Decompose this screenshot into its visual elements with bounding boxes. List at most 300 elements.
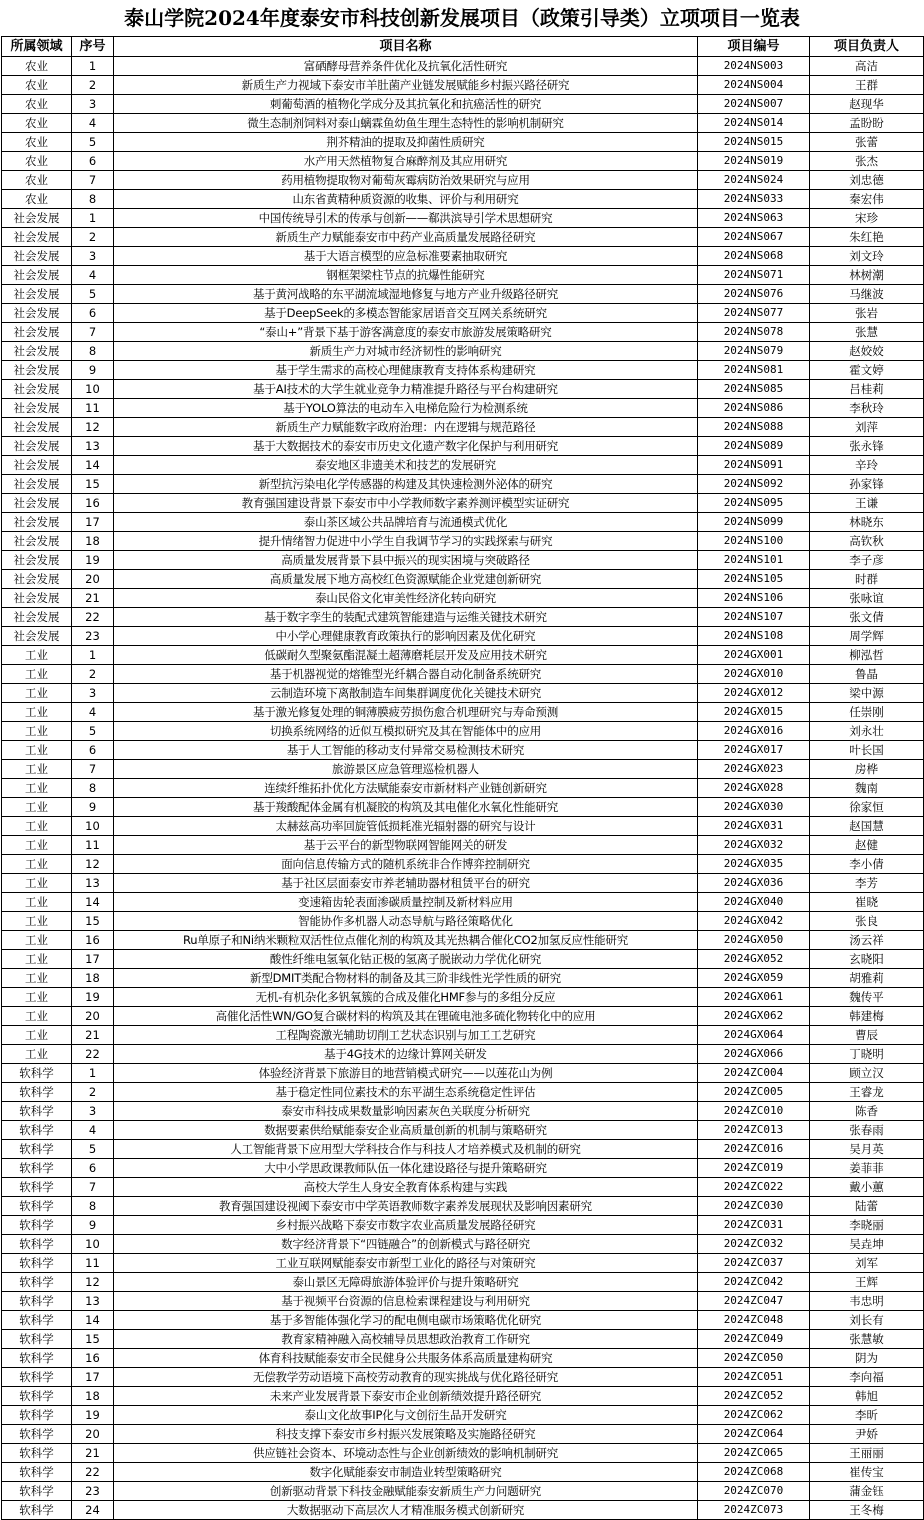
table-row <box>2 969 924 988</box>
cell-leader: 王睿龙 <box>810 1083 924 1102</box>
table-row <box>2 76 924 95</box>
cell-field: 软科学 <box>2 1425 72 1444</box>
cell-field: 社会发展 <box>2 437 72 456</box>
cell-field: 软科学 <box>2 1140 72 1159</box>
cell-leader: 李向福 <box>810 1368 924 1387</box>
cell-leader: 吕桂莉 <box>810 380 924 399</box>
cell-leader: 刘萍 <box>810 418 924 437</box>
cell-field: 社会发展 <box>2 513 72 532</box>
cell-index: 14 <box>72 893 114 912</box>
cell-field: 软科学 <box>2 1083 72 1102</box>
cell-index: 7 <box>72 760 114 779</box>
cell-leader: 高洁 <box>810 57 924 76</box>
cell-project-code: 2024ZC065 <box>698 1444 810 1463</box>
cell-leader: 鲁晶 <box>810 665 924 684</box>
cell-index: 11 <box>72 399 114 418</box>
cell-project-name: 泰山景区无障碍旅游体验评价与提升策略研究 <box>114 1273 698 1292</box>
cell-leader: 李子彦 <box>810 551 924 570</box>
cell-project-name: 旅游景区应急管理巡检机器人 <box>114 760 698 779</box>
cell-index: 13 <box>72 1292 114 1311</box>
cell-project-name: 基于AI技术的大学生就业竞争力精准提升路径与平台构建研究 <box>114 380 698 399</box>
cell-index: 15 <box>72 475 114 494</box>
table-row <box>2 152 924 171</box>
header-field: 所属领域 <box>2 37 72 57</box>
cell-index: 4 <box>72 114 114 133</box>
cell-index: 16 <box>72 931 114 950</box>
table-row <box>2 1406 924 1425</box>
cell-project-code: 2024NS089 <box>698 437 810 456</box>
cell-field: 社会发展 <box>2 589 72 608</box>
cell-project-name: 基于人工智能的移动支付异常交易检测技术研究 <box>114 741 698 760</box>
cell-index: 4 <box>72 266 114 285</box>
cell-project-code: 2024NS100 <box>698 532 810 551</box>
cell-project-code: 2024ZC031 <box>698 1216 810 1235</box>
cell-project-code: 2024NS105 <box>698 570 810 589</box>
cell-index: 21 <box>72 1026 114 1045</box>
cell-project-name: 基于学生需求的高校心理健康教育支持体系构建研究 <box>114 361 698 380</box>
cell-project-name: 教育强国建设视阈下泰安市中学英语教师数字素养发展现状及影响因素研究 <box>114 1197 698 1216</box>
cell-project-code: 2024GX050 <box>698 931 810 950</box>
cell-project-name: 数字经济背景下“四链融合”的创新模式与路径研究 <box>114 1235 698 1254</box>
cell-project-code: 2024ZC062 <box>698 1406 810 1425</box>
cell-project-name: 泰山茶区域公共品牌培育与流通模式优化 <box>114 513 698 532</box>
cell-field: 软科学 <box>2 1387 72 1406</box>
cell-field: 社会发展 <box>2 608 72 627</box>
cell-project-name: 新质生产力赋能数字政府治理：内在逻辑与规范路径 <box>114 418 698 437</box>
cell-project-name: 基于云平台的新型物联网智能网关的研发 <box>114 836 698 855</box>
table-row <box>2 247 924 266</box>
cell-leader: 蒲金钰 <box>810 1482 924 1501</box>
cell-leader: 梁中源 <box>810 684 924 703</box>
cell-index: 9 <box>72 1216 114 1235</box>
cell-leader: 叶长国 <box>810 741 924 760</box>
cell-project-name: 高校大学生人身安全教育体系构建与实践 <box>114 1178 698 1197</box>
table-row <box>2 1330 924 1349</box>
table-header-row <box>2 37 924 57</box>
cell-project-name: 教育家精神融入高校辅导员思想政治教育工作研究 <box>114 1330 698 1349</box>
table-row <box>2 380 924 399</box>
cell-project-code: 2024NS077 <box>698 304 810 323</box>
cell-project-name: 切换系统网络的近似互模拟研究及其在智能体中的应用 <box>114 722 698 741</box>
cell-project-name: “泰山+”背景下基于游客满意度的泰安市旅游发展策略研究 <box>114 323 698 342</box>
cell-project-code: 2024NS095 <box>698 494 810 513</box>
cell-index: 9 <box>72 361 114 380</box>
cell-index: 17 <box>72 513 114 532</box>
cell-project-name: 新质生产力赋能泰安市中药产业高质量发展路径研究 <box>114 228 698 247</box>
cell-field: 农业 <box>2 57 72 76</box>
table-row <box>2 532 924 551</box>
cell-project-name: 高质量发展下地方高校红色资源赋能企业党建创新研究 <box>114 570 698 589</box>
cell-project-code: 2024NS024 <box>698 171 810 190</box>
table-row <box>2 228 924 247</box>
cell-project-name: 太赫兹高功率回旋管低损耗准光辐射器的研究与设计 <box>114 817 698 836</box>
cell-project-code: 2024ZC052 <box>698 1387 810 1406</box>
cell-field: 工业 <box>2 893 72 912</box>
cell-index: 17 <box>72 1368 114 1387</box>
cell-project-code: 2024NS015 <box>698 133 810 152</box>
cell-project-name: 新质生产力视域下泰安市羊肚菌产业链发展赋能乡村振兴路径研究 <box>114 76 698 95</box>
cell-field: 社会发展 <box>2 361 72 380</box>
cell-project-code: 2024GX001 <box>698 646 810 665</box>
cell-project-name: 泰山文化故事IP化与文创衍生品开发研究 <box>114 1406 698 1425</box>
cell-leader: 赵现华 <box>810 95 924 114</box>
cell-project-name: 数据要素供给赋能泰安企业高质量创新的机制与策略研究 <box>114 1121 698 1140</box>
cell-leader: 魏传平 <box>810 988 924 1007</box>
table-row <box>2 551 924 570</box>
cell-project-name: Ru单原子和Ni纳米颗粒双活性位点催化剂的构筑及其光热耦合催化CO2加氢反应性能研究 <box>114 931 698 950</box>
cell-project-code: 2024ZC037 <box>698 1254 810 1273</box>
cell-index: 23 <box>72 1482 114 1501</box>
cell-project-name: 科技支撑下泰安市乡村振兴发展策略及实施路径研究 <box>114 1425 698 1444</box>
cell-field: 软科学 <box>2 1368 72 1387</box>
cell-project-name: 基于视频平台资源的信息检索课程建设与利用研究 <box>114 1292 698 1311</box>
cell-index: 19 <box>72 988 114 1007</box>
cell-project-name: 数字化赋能泰安市制造业转型策略研究 <box>114 1463 698 1482</box>
cell-field: 工业 <box>2 722 72 741</box>
table-row <box>2 950 924 969</box>
cell-index: 21 <box>72 589 114 608</box>
cell-project-code: 2024ZC064 <box>698 1425 810 1444</box>
cell-project-name: 基于激光修复处理的铜薄膜疲劳损伤愈合机理研究与寿命预测 <box>114 703 698 722</box>
table-row <box>2 893 924 912</box>
table-row <box>2 608 924 627</box>
table-row <box>2 114 924 133</box>
cell-project-name: 供应链社会资本、环境动态性与企业创新绩效的影响机制研究 <box>114 1444 698 1463</box>
cell-field: 农业 <box>2 114 72 133</box>
cell-leader: 刘长有 <box>810 1311 924 1330</box>
cell-leader: 李昕 <box>810 1406 924 1425</box>
table-row <box>2 1064 924 1083</box>
cell-leader: 吴月英 <box>810 1140 924 1159</box>
cell-leader: 胡雅莉 <box>810 969 924 988</box>
table-row <box>2 57 924 76</box>
cell-index: 14 <box>72 456 114 475</box>
table-row <box>2 1026 924 1045</box>
cell-leader: 刘军 <box>810 1254 924 1273</box>
cell-index: 7 <box>72 1178 114 1197</box>
cell-project-code: 2024NS108 <box>698 627 810 646</box>
cell-project-code: 2024NS033 <box>698 190 810 209</box>
cell-project-code: 2024NS079 <box>698 342 810 361</box>
table-row <box>2 1121 924 1140</box>
cell-index: 11 <box>72 1254 114 1273</box>
cell-project-name: 泰山民俗文化审美性经济化转向研究 <box>114 589 698 608</box>
cell-leader: 曹辰 <box>810 1026 924 1045</box>
cell-project-code: 2024NS078 <box>698 323 810 342</box>
cell-index: 4 <box>72 1121 114 1140</box>
cell-project-code: 2024ZC004 <box>698 1064 810 1083</box>
cell-project-name: 无偿教学劳动语境下高校劳动教育的现实挑战与优化路径研究 <box>114 1368 698 1387</box>
table-row <box>2 836 924 855</box>
cell-project-code: 2024ZC019 <box>698 1159 810 1178</box>
cell-leader: 王辉 <box>810 1273 924 1292</box>
table-row <box>2 798 924 817</box>
cell-leader: 姜菲菲 <box>810 1159 924 1178</box>
cell-project-name: 基于YOLO算法的电动车入电梯危险行为检测系统 <box>114 399 698 418</box>
table-row <box>2 817 924 836</box>
cell-project-code: 2024GX016 <box>698 722 810 741</box>
cell-field: 工业 <box>2 988 72 1007</box>
cell-project-code: 2024GX040 <box>698 893 810 912</box>
table-row <box>2 1463 924 1482</box>
header-project-name: 项目名称 <box>114 37 698 57</box>
cell-project-code: 2024GX066 <box>698 1045 810 1064</box>
cell-leader: 房桦 <box>810 760 924 779</box>
cell-field: 工业 <box>2 665 72 684</box>
cell-project-name: 高质量发展背景下县中振兴的现实困境与突破路径 <box>114 551 698 570</box>
cell-index: 20 <box>72 1425 114 1444</box>
cell-index: 5 <box>72 722 114 741</box>
cell-leader: 张咏谊 <box>810 589 924 608</box>
cell-project-code: 2024ZC016 <box>698 1140 810 1159</box>
table-row <box>2 1235 924 1254</box>
cell-project-code: 2024ZC073 <box>698 1501 810 1520</box>
cell-project-name: 微生态制剂饲料对泰山螭霖鱼幼鱼生理生态特性的影响机制研究 <box>114 114 698 133</box>
cell-index: 2 <box>72 228 114 247</box>
table-row <box>2 1292 924 1311</box>
cell-field: 工业 <box>2 646 72 665</box>
cell-field: 软科学 <box>2 1349 72 1368</box>
cell-project-code: 2024NS076 <box>698 285 810 304</box>
cell-index: 11 <box>72 836 114 855</box>
cell-index: 3 <box>72 95 114 114</box>
cell-project-code: 2024GX052 <box>698 950 810 969</box>
cell-project-code: 2024ZC050 <box>698 1349 810 1368</box>
cell-project-name: 新质生产力对城市经济韧性的影响研究 <box>114 342 698 361</box>
cell-index: 14 <box>72 1311 114 1330</box>
cell-index: 6 <box>72 152 114 171</box>
cell-leader: 张永锋 <box>810 437 924 456</box>
cell-project-name: 基于大语言模型的应急标准要素抽取研究 <box>114 247 698 266</box>
table-row <box>2 855 924 874</box>
cell-field: 工业 <box>2 760 72 779</box>
table-row <box>2 342 924 361</box>
table-row <box>2 912 924 931</box>
cell-leader: 阴为 <box>810 1349 924 1368</box>
table-row <box>2 741 924 760</box>
cell-project-code: 2024GX028 <box>698 779 810 798</box>
cell-project-name: 智能协作多机器人动态导航与路径策略优化 <box>114 912 698 931</box>
cell-project-name: 大数据驱动下高层次人才精准服务模式创新研究 <box>114 1501 698 1520</box>
cell-field: 软科学 <box>2 1330 72 1349</box>
table-row <box>2 665 924 684</box>
cell-field: 软科学 <box>2 1178 72 1197</box>
cell-leader: 魏南 <box>810 779 924 798</box>
cell-project-code: 2024GX035 <box>698 855 810 874</box>
cell-field: 工业 <box>2 741 72 760</box>
cell-leader: 柳泓哲 <box>810 646 924 665</box>
cell-field: 社会发展 <box>2 247 72 266</box>
table-row <box>2 1159 924 1178</box>
cell-field: 社会发展 <box>2 399 72 418</box>
cell-leader: 韩旭 <box>810 1387 924 1406</box>
header-index: 序号 <box>72 37 114 57</box>
cell-project-code: 2024NS019 <box>698 152 810 171</box>
table-row <box>2 1368 924 1387</box>
table-row <box>2 589 924 608</box>
table-row <box>2 437 924 456</box>
cell-leader: 丁晓明 <box>810 1045 924 1064</box>
cell-project-code: 2024NS067 <box>698 228 810 247</box>
table-row <box>2 1102 924 1121</box>
cell-project-name: 人工智能背景下应用型大学科技合作与科技人才培养模式及机制的研究 <box>114 1140 698 1159</box>
cell-project-name: 基于DeepSeek的多模态智能家居语音交互网关系统研究 <box>114 304 698 323</box>
cell-project-code: 2024NS007 <box>698 95 810 114</box>
cell-project-code: 2024ZC048 <box>698 1311 810 1330</box>
cell-leader: 李秋玲 <box>810 399 924 418</box>
cell-index: 1 <box>72 209 114 228</box>
cell-project-code: 2024NS092 <box>698 475 810 494</box>
cell-project-code: 2024ZC010 <box>698 1102 810 1121</box>
cell-index: 7 <box>72 323 114 342</box>
cell-index: 3 <box>72 247 114 266</box>
cell-index: 20 <box>72 570 114 589</box>
cell-project-name: 教育强国建设背景下泰安市中小学教师数字素养测评模型实证研究 <box>114 494 698 513</box>
cell-project-code: 2024NS107 <box>698 608 810 627</box>
cell-project-name: 基于羧酸配体金属有机凝胶的构筑及其电催化水氧化性能研究 <box>114 798 698 817</box>
cell-index: 22 <box>72 1463 114 1482</box>
cell-project-name: 中国传统导引术的传承与创新——郗洪滨导引学术思想研究 <box>114 209 698 228</box>
cell-index: 12 <box>72 1273 114 1292</box>
cell-project-name: 体验经济背景下旅游目的地营销模式研究——以莲花山为例 <box>114 1064 698 1083</box>
cell-project-name: 酸性纤维电氢氧化钴正极的氢离子脱嵌动力学优化研究 <box>114 950 698 969</box>
cell-project-code: 2024GX061 <box>698 988 810 1007</box>
cell-project-name: 体育科技赋能泰安市全民健身公共服务体系高质量建构研究 <box>114 1349 698 1368</box>
cell-project-code: 2024NS099 <box>698 513 810 532</box>
cell-leader: 孟盼盼 <box>810 114 924 133</box>
cell-index: 6 <box>72 741 114 760</box>
table-row <box>2 323 924 342</box>
cell-leader: 韦忠明 <box>810 1292 924 1311</box>
cell-project-name: 基于大数据技术的泰安市历史文化遗产数字化保护与利用研究 <box>114 437 698 456</box>
cell-index: 10 <box>72 817 114 836</box>
cell-leader: 张蕾 <box>810 133 924 152</box>
table-row <box>2 190 924 209</box>
cell-field: 社会发展 <box>2 418 72 437</box>
cell-field: 社会发展 <box>2 285 72 304</box>
cell-leader: 霍文婷 <box>810 361 924 380</box>
cell-project-code: 2024NS086 <box>698 399 810 418</box>
table-row <box>2 1045 924 1064</box>
cell-project-code: 2024GX059 <box>698 969 810 988</box>
cell-field: 社会发展 <box>2 209 72 228</box>
cell-project-name: 工程陶瓷激光辅助切削工艺状态识别与加工工艺研究 <box>114 1026 698 1045</box>
cell-project-code: 2024GX017 <box>698 741 810 760</box>
cell-project-code: 2024NS106 <box>698 589 810 608</box>
cell-leader: 尹娇 <box>810 1425 924 1444</box>
cell-project-name: 富硒酵母营养条件优化及抗氧化活性研究 <box>114 57 698 76</box>
cell-field: 社会发展 <box>2 627 72 646</box>
table-row <box>2 874 924 893</box>
cell-project-code: 2024NS091 <box>698 456 810 475</box>
table-row <box>2 1254 924 1273</box>
cell-field: 软科学 <box>2 1292 72 1311</box>
cell-leader: 刘文玲 <box>810 247 924 266</box>
cell-field: 工业 <box>2 817 72 836</box>
cell-field: 软科学 <box>2 1159 72 1178</box>
cell-project-code: 2024NS003 <box>698 57 810 76</box>
cell-leader: 汤云祥 <box>810 931 924 950</box>
cell-index: 15 <box>72 1330 114 1349</box>
cell-field: 农业 <box>2 133 72 152</box>
table-row <box>2 361 924 380</box>
cell-field: 工业 <box>2 684 72 703</box>
cell-project-code: 2024GX042 <box>698 912 810 931</box>
cell-project-code: 2024GX036 <box>698 874 810 893</box>
cell-leader: 宋珍 <box>810 209 924 228</box>
cell-leader: 玄晓阳 <box>810 950 924 969</box>
cell-project-name: 基于社区层面泰安市养老辅助器材租赁平台的研究 <box>114 874 698 893</box>
cell-field: 农业 <box>2 171 72 190</box>
cell-project-code: 2024ZC005 <box>698 1083 810 1102</box>
cell-index: 5 <box>72 1140 114 1159</box>
cell-project-name: 基于机器视觉的熔锥型光纤耦合器自动化制备系统研究 <box>114 665 698 684</box>
cell-index: 8 <box>72 779 114 798</box>
cell-field: 农业 <box>2 152 72 171</box>
cell-leader: 任崇刚 <box>810 703 924 722</box>
table-row <box>2 456 924 475</box>
cell-leader: 张慧敏 <box>810 1330 924 1349</box>
cell-project-name: 未来产业发展背景下泰安市企业创新绩效提升路径研究 <box>114 1387 698 1406</box>
cell-project-name: 中小学心理健康教育政策执行的影响因素及优化研究 <box>114 627 698 646</box>
table-row <box>2 646 924 665</box>
cell-index: 5 <box>72 285 114 304</box>
cell-field: 软科学 <box>2 1197 72 1216</box>
cell-field: 软科学 <box>2 1254 72 1273</box>
cell-leader: 赵健 <box>810 836 924 855</box>
cell-project-code: 2024GX023 <box>698 760 810 779</box>
cell-index: 1 <box>72 1064 114 1083</box>
table-row <box>2 931 924 950</box>
cell-project-code: 2024GX030 <box>698 798 810 817</box>
cell-leader: 秦宏伟 <box>810 190 924 209</box>
cell-index: 22 <box>72 1045 114 1064</box>
project-table <box>1 36 924 1520</box>
cell-index: 1 <box>72 57 114 76</box>
cell-field: 工业 <box>2 779 72 798</box>
cell-index: 23 <box>72 627 114 646</box>
cell-project-code: 2024ZC070 <box>698 1482 810 1501</box>
header-project-code: 项目编号 <box>698 37 810 57</box>
cell-project-code: 2024NS014 <box>698 114 810 133</box>
cell-index: 19 <box>72 551 114 570</box>
table-row <box>2 513 924 532</box>
cell-leader: 张文倩 <box>810 608 924 627</box>
cell-project-name: 基于多智能体强化学习的配电侧电碳市场策略优化研究 <box>114 1311 698 1330</box>
cell-project-name: 泰安地区非遗美术和技艺的发展研究 <box>114 456 698 475</box>
cell-field: 社会发展 <box>2 228 72 247</box>
cell-field: 社会发展 <box>2 323 72 342</box>
cell-leader: 周学辉 <box>810 627 924 646</box>
table-row <box>2 285 924 304</box>
cell-field: 社会发展 <box>2 380 72 399</box>
cell-project-code: 2024GX031 <box>698 817 810 836</box>
cell-project-name: 药用植物提取物对葡萄灰霉病防治效果研究与应用 <box>114 171 698 190</box>
cell-field: 工业 <box>2 855 72 874</box>
cell-leader: 王谦 <box>810 494 924 513</box>
cell-leader: 赵国慧 <box>810 817 924 836</box>
cell-project-name: 乡村振兴战略下泰安市数字农业高质量发展路径研究 <box>114 1216 698 1235</box>
cell-field: 农业 <box>2 95 72 114</box>
cell-project-code: 2024GX064 <box>698 1026 810 1045</box>
table-row <box>2 1178 924 1197</box>
cell-project-code: 2024GX062 <box>698 1007 810 1026</box>
cell-index: 8 <box>72 190 114 209</box>
cell-leader: 李芳 <box>810 874 924 893</box>
cell-leader: 张杰 <box>810 152 924 171</box>
cell-index: 18 <box>72 969 114 988</box>
table-row <box>2 1387 924 1406</box>
